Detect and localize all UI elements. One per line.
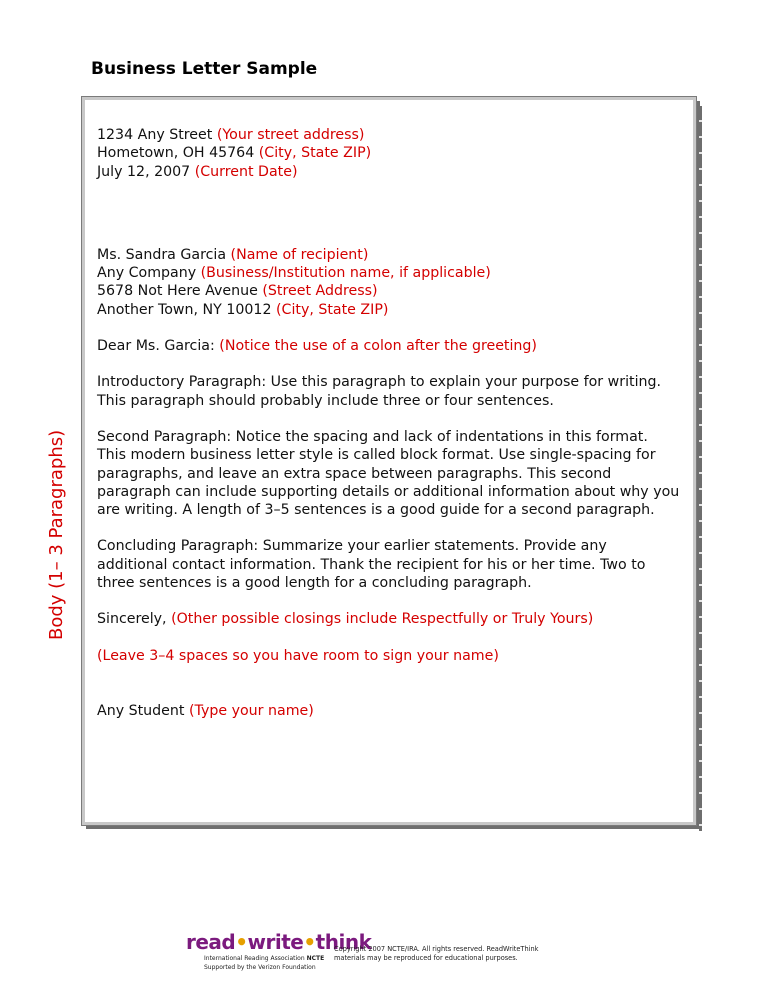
recipient-company: Any Company — [97, 265, 197, 282]
signer-line — [97, 702, 681, 720]
copyright-notice: Copyright 2007 NCTE/IRA. All rights reserved. ReadWriteThink materials may be reproduced for educational purposes. — [334, 945, 539, 962]
sender-city: Hometown, OH 45764 — [97, 145, 255, 162]
sender-city-note: (City, State ZIP) — [258, 145, 372, 162]
signer-name: Any Student — [97, 702, 185, 719]
body-side-label: Body (1– 3 Paragraphs) — [46, 429, 67, 640]
greeting-note: (Notice the use of a colon after the greeting) — [219, 338, 537, 355]
recipient-city-note: (City, State ZIP) — [276, 301, 389, 318]
closing: Sincerely, — [97, 611, 167, 628]
recipient-company-line — [97, 264, 681, 282]
recipient-street-line — [97, 282, 681, 300]
readwritethink-logo — [186, 930, 372, 975]
date-line — [97, 163, 681, 181]
recipient-name-note: (Name of recipient) — [230, 246, 369, 263]
document-title: Business Letter Sample — [91, 59, 318, 79]
letter-body — [97, 126, 681, 720]
sender-street-line — [97, 126, 681, 144]
closing-note: (Other possible closings include Respectfully or Truly Yours) — [171, 611, 594, 628]
logo-read: read — [186, 930, 236, 954]
logo-think: think — [315, 930, 372, 954]
logo-ira: International Reading Association — [204, 955, 305, 962]
second-paragraph: Second Paragraph: Notice the spacing and lack of indentations in this format. This modern business letter style is called block format. Use single-spacing for paragraphs, and leave an extra space between paragraphs. This second paragraph can include supporting details or additional information about why you are writing. A length of 3–5 sentences is a good guide for a second paragraph. — [97, 428, 680, 519]
recipient-street-note: (Street Address) — [262, 283, 378, 300]
sender-city-line — [97, 144, 681, 162]
logo-write: write — [247, 930, 304, 954]
greeting: Dear Ms. Garcia: — [97, 338, 215, 355]
logo-support: Supported by the Verizon Foundation — [204, 964, 316, 971]
recipient-city: Another Town, NY 10012 — [97, 301, 272, 318]
sender-street: 1234 Any Street — [97, 127, 213, 143]
signer-note: (Type your name) — [188, 702, 314, 719]
recipient-name: Ms. Sandra Garcia — [97, 246, 227, 263]
greeting-line — [97, 337, 681, 355]
recipient-name-line — [97, 246, 681, 264]
closing-line — [97, 610, 681, 628]
signature-note: (Leave 3–4 spaces so you have room to sign your name) — [97, 647, 499, 664]
recipient-company-note: (Business/Institution name, if applicable) — [200, 265, 491, 282]
intro-paragraph: Introductory Paragraph: Use this paragraph to explain your purpose for writing. This paragraph should probably include three or four sentences. — [97, 374, 662, 409]
logo-ncte: NCTE — [306, 955, 325, 962]
recipient-city-line — [97, 301, 681, 319]
letter-date: July 12, 2007 — [97, 163, 191, 180]
concluding-paragraph: Concluding Paragraph: Summarize your earlier statements. Provide any additional contact information. Thank the recipient for his or her time. Two to three sentences is a good length for a concluding paragraph. — [97, 538, 646, 592]
logo-partners — [186, 955, 334, 962]
date-note: (Current Date) — [194, 163, 298, 180]
recipient-street: 5678 Not Here Avenue — [97, 283, 258, 300]
sender-street-note: (Your street address) — [216, 127, 365, 143]
logo-wordmark: read•write•think — [186, 930, 372, 954]
